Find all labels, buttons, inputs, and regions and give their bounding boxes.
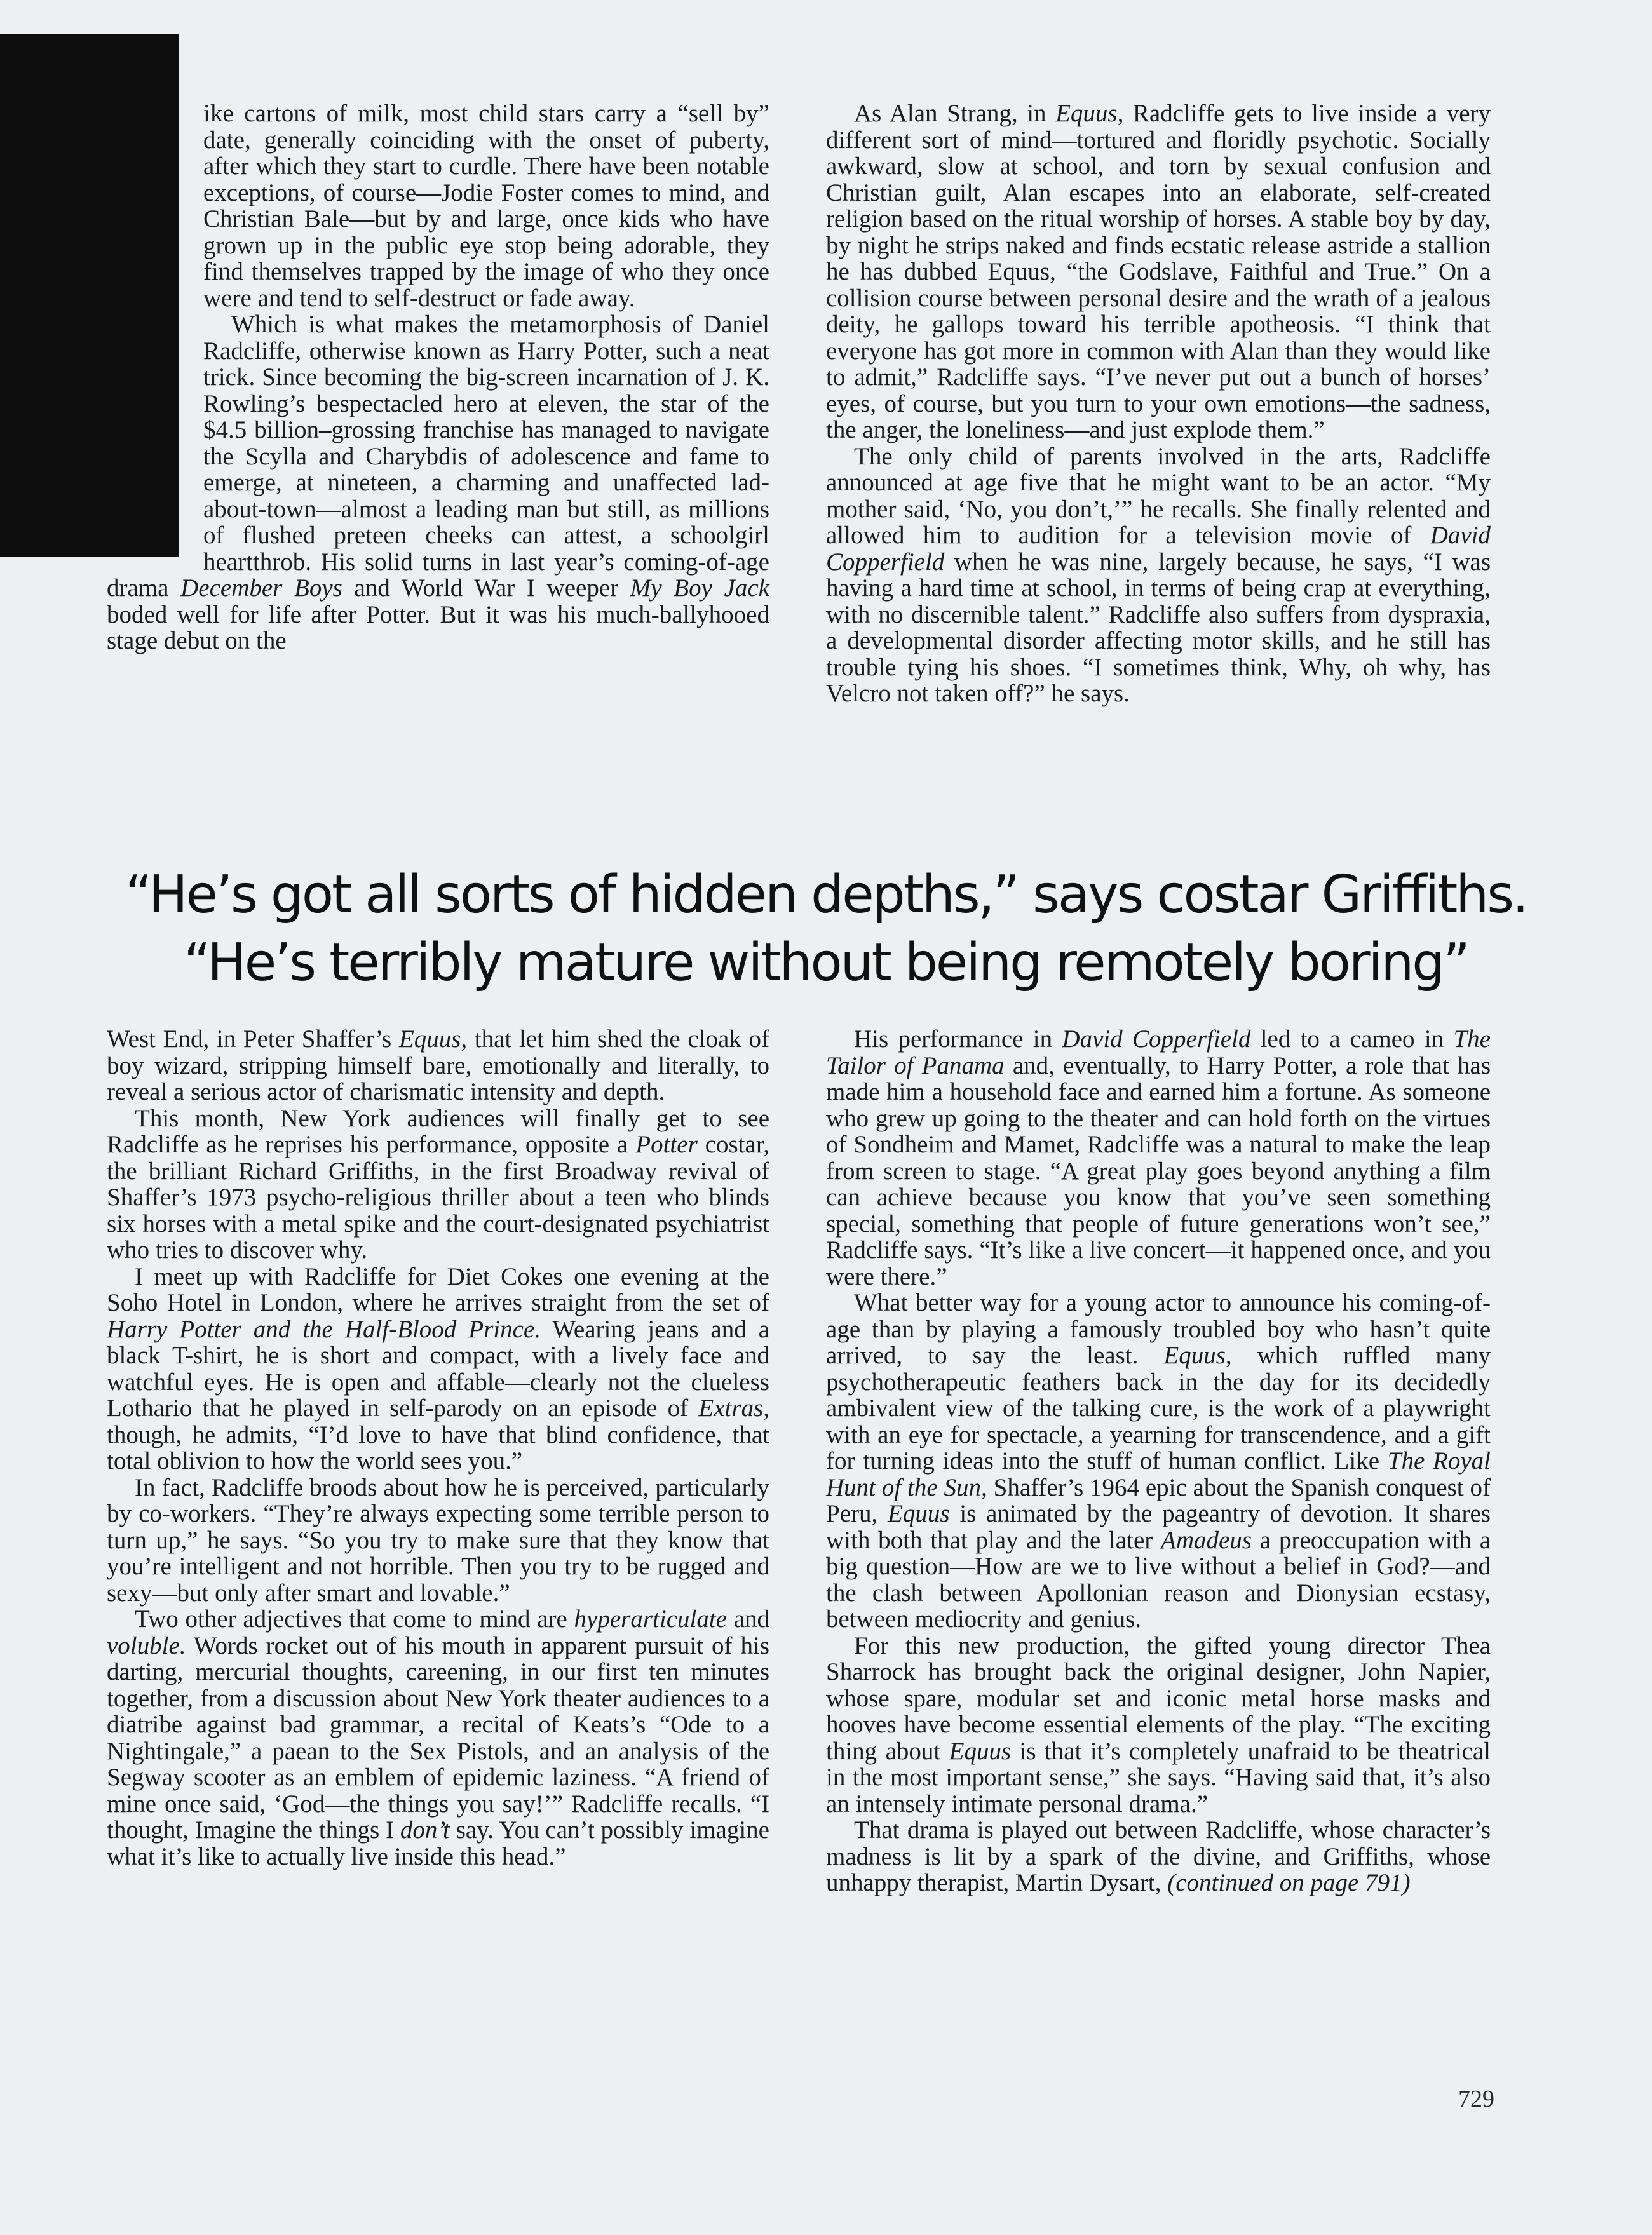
emphasis-italic: don’t <box>400 1816 450 1844</box>
paragraph: The only child of parents involved in the arts, Radcliffe announced at age five that he might want to be an actor. “My mother said, ‘No, you don’t,’” he recalls. She finally relented and allowed him to audition for a television movie of David Copperfield when he was nine, largely because, he says, “I was having a hard time at school, in terms of being crap at everything, with no discernible talent.” Radcliffe also suffers from dyspraxia, a developmental disorder affecting motor skills, and he still has trouble tying his shoes. “I sometimes think, Why, oh why, has Velcro not taken off?” he says. <box>826 442 1491 707</box>
dropcap-letter <box>0 34 179 557</box>
paragraph: Two other adjectives that come to mind are hyperarticulate and voluble. Words rocket out of his mouth in apparent pursuit of his darting, mercurial thoughts, careening, in our first ten minutes together, from a discussion about New York theater audiences to a diatribe against bad grammar, a recital of Keats’s “Ode to a Nightingale,” a paean to the Sex Pistols, and an analysis of the Segway scooter as an emblem of epidemic laziness. “A friend of mine once said, ‘God—the things you say!’” Radcliffe recalls. “I thought, Imagine the things I don’t say. You can’t possibly imagine what it’s like to actually live inside this head.” <box>107 1605 770 1870</box>
paragraph: This month, New York audiences will finally get to see Radcliffe as he reprises his performance, opposite a Potter costar, the brilliant Richard Griffiths, in the first Broadway revival of Shaffer’s 1973 psycho-religious thriller about a teen who blinds six horses with a metal spike and the court-designated psychiatrist who tries to discover why. <box>107 1104 769 1264</box>
title-italic: Equus, <box>398 1025 468 1053</box>
emphasis-italic: hyperarticulate <box>574 1605 727 1633</box>
paragraph: As Alan Strang, in Equus, Radcliffe gets to live inside a very different sort of mind—tortured and floridly psychotic. Socially awkward, slow at school, and torn by sexual confusion and Christian guilt, Alan escapes into an elaborate, self-created religion based on the ritual worship of horses. A stable boy by day, by night he strips naked and finds ecstatic release astride a stallion he has dubbed Equus, “the Godslave, Faithful and True.” On a collision course between personal desire and the wrath of a jealous deity, he gallops toward his terrible apotheosis. “I think that everyone has got more in common with Alan than they would like to admit,” Radcliffe says. “I’ve never put out a bunch of horses’ eyes, of course, but you turn to your own emotions—the sadness, the anger, the loneliness—and just explode them.” <box>826 100 1491 443</box>
article-column-top-right <box>826 100 1491 707</box>
paragraph: What better way for a young actor to announce his coming-of-age than by playing a famously troubled boy who hasn’t quite arrived, to say the least. Equus, which ruffled many psychotherapeutic feathers back in the day for its decidedly ambivalent view of the talking cure, is the work of a playwright with an eye for spectacle, a yearning for transcendence, and a gift for turning ideas into the stuff of human conflict. Like The Royal Hunt of the Sun, Shaffer’s 1964 epic about the Spanish conquest of Peru, Equus is animated by the pageantry of devotion. It shares with both that play and the later Amadeus a preoccupation with a big question—How are we to live without a belief in God?—and the clash between Apollonian reason and Dionysian ecstasy, between mediocrity and genius. <box>826 1289 1491 1633</box>
title-italic: Equus <box>888 1500 950 1527</box>
continued-on-page-note: (continued on page 791) <box>1167 1869 1411 1896</box>
title-italic: Equus, <box>1163 1342 1232 1369</box>
paragraph: His performance in David Copperfield led to a cameo in The Tailor of Panama and, eventually, to Harry Potter, a role that has made him a household face and earned him a fortune. As someone who grew up going to the theater and can hold forth on the virtues of Sondheim and Mamet, Radcliffe was a natural to make the leap from screen to stage. “A great play goes beyond anything a film can achieve because you know that you’ve seen something special, something that people of future generations won’t see,” Radcliffe says. “It’s like a live concert—it happened once, and you were there.” <box>826 1025 1491 1290</box>
title-italic: Potter <box>635 1131 698 1158</box>
title-italic: My Boy Jack <box>630 574 769 602</box>
paragraph: In fact, Radcliffe broods about how he is perceived, particularly by co-workers. “They’re always expecting some terrible person to turn up,” he says. “So you try to make sure that they know that you’re intelligent and not horrible. Then you try to be rugged and sexy—but only after smart and lovable.” <box>107 1473 769 1607</box>
article-column-top-left <box>107 100 769 654</box>
title-italic: Equus, <box>1055 100 1124 127</box>
title-italic: Harry Potter and the Half-Blood Prince. <box>107 1315 541 1343</box>
paragraph: Which is what makes the metamorphosis of Daniel Radcliffe, otherwise known as Harry Potter, such a neat trick. Since becoming the big-screen incarnation of J. K. Rowling’s bespectacled hero at eleven, the star of the $4.5 billion–grossing franchise has managed to navigate the Scylla and Charybdis of adolescence and fame to emerge, at nineteen, a charming and unaffected lad-about-town—almost a leading man but still, as millions of flushed preteen cheeks can attest, a schoolgirl heartthrob. His solid turns in last year’s coming-of-age drama December Boys and World War I weeper My Boy Jack boded well for life after Potter. But it was his much-ballyhooed stage debut on the <box>107 311 769 654</box>
paragraph-text: ike cartons of milk, most child stars carry a “sell by” date, generally coinciding with the onset of puberty, after which they start to curdle. There have been notable exceptions, of course—Jodie Foster comes to mind, and Christian Bale—but by and large, once kids who have grown up in the public eye stop being adorable, they find themselves trapped by the image of who they once were and tend to self-destruct or fade away. <box>203 100 769 312</box>
title-italic: David Copperfield <box>826 522 1491 576</box>
pull-quote-line-2: “He’s terribly mature without being remotely boring” <box>184 933 1468 993</box>
paragraph: That drama is played out between Radcliffe, whose character’s madness is lit by a spark of the divine, and Griffiths, whose unhappy therapist, Martin Dysart, (continued on page 791) <box>826 1816 1491 1896</box>
title-italic: December Boys <box>180 574 342 602</box>
pull-quote <box>38 861 1614 997</box>
paragraph: West End, in Peter Shaffer’s Equus, that let him shed the cloak of boy wizard, stripping himself bare, emotionally and literally, to reveal a serious actor of charismatic intensity and depth. <box>107 1025 770 1105</box>
pull-quote-line-1: “He’s got all sorts of hidden depths,” says costar Griffiths. <box>125 865 1527 925</box>
emphasis-italic: voluble. <box>107 1631 186 1659</box>
page-number: 729 <box>1458 2086 1494 2112</box>
title-italic: The Tailor of Panama <box>826 1025 1491 1079</box>
title-italic: Extras, <box>698 1394 769 1422</box>
article-column-bottom-left <box>107 1026 769 1870</box>
paragraph: For this new production, the gifted young director Thea Sharrock has brought back the original designer, John Napier, whose spare, modular set and iconic metal horse masks and hooves have become essential elements of the play. “The exciting thing about Equus is that it’s completely unafraid to be theatrical in the most important sense,” she says. “Having said that, it’s also an intensely intimate personal drama.” <box>826 1631 1491 1818</box>
paragraph <box>107 100 769 311</box>
title-italic: Amadeus <box>1161 1526 1252 1554</box>
title-italic: The Royal Hunt of the Sun, <box>826 1447 1491 1501</box>
article-column-bottom-right <box>826 1026 1491 1896</box>
paragraph: I meet up with Radcliffe for Diet Cokes one evening at the Soho Hotel in London, where he arrives straight from the set of Harry Potter and the Half-Blood Prince. Wearing jeans and a black T-shirt, he is short and compact, with a lively face and watchful eyes. He is open and affable—clearly not the clueless Lothario that he played in self-parody on an episode of Extras, though, he admits, “I’d love to have that blind confidence, that total oblivion to how the world sees you.” <box>107 1262 769 1475</box>
title-italic: David Copperfield <box>1062 1025 1251 1053</box>
title-italic: Equus <box>949 1737 1012 1765</box>
